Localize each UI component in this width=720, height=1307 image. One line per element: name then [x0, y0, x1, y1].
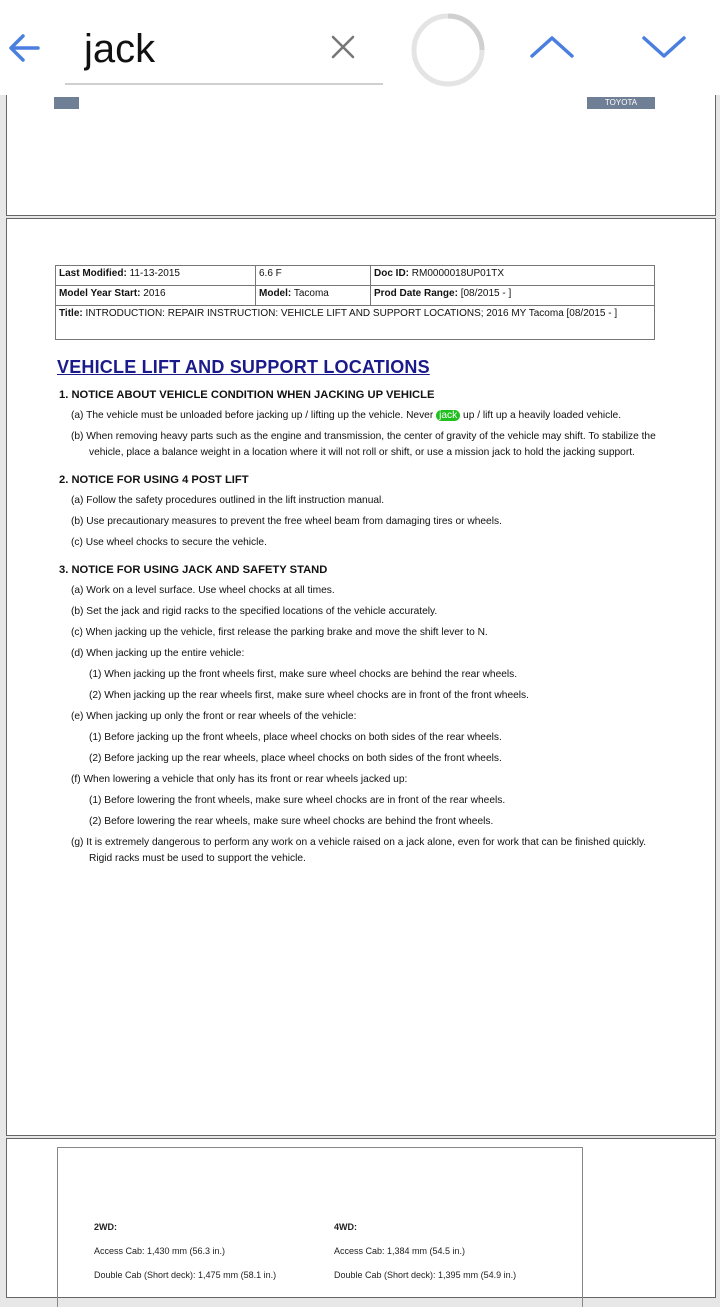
figure-col2-title: 4WD:	[334, 1222, 357, 1232]
version-cell: 6.6 F	[256, 266, 371, 286]
back-arrow-icon[interactable]	[4, 28, 44, 68]
document-page-next	[6, 1138, 716, 1298]
search-underline	[65, 83, 383, 85]
list-item: (d) When jacking up the entire vehicle:	[71, 648, 245, 659]
loading-spinner-icon	[410, 12, 486, 88]
sub-list-item: (1) Before jacking up the front wheels, place wheel chocks on both sides of the rear wheels.	[89, 732, 502, 743]
sub-list-item: (1) Before lowering the front wheels, make sure wheel chocks are in front of the rear wheels.	[89, 795, 506, 806]
figure-col2-row2: Double Cab (Short deck): 1,395 mm (54.9 in.)	[334, 1270, 517, 1280]
sub-list-item: (1) When jacking up the front wheels first, make sure wheel chocks are behind the rear wheels.	[89, 669, 518, 680]
model-cell: Model: Tacoma	[256, 286, 371, 306]
title-cell: Title: INTRODUCTION: REPAIR INSTRUCTION: VEHICLE LIFT AND SUPPORT LOCATIONS; 2016 MY Tacoma [08/2015 - ]	[56, 306, 655, 340]
section-3-title: 3. NOTICE FOR USING JACK AND SAFETY STAND	[59, 564, 328, 576]
document-heading: VEHICLE LIFT AND SUPPORT LOCATIONS	[57, 357, 430, 377]
list-item: (a) Follow the safety procedures outlined in the lift instruction manual.	[71, 495, 385, 506]
prod-date-cell: Prod Date Range: [08/2015 - ]	[371, 286, 655, 306]
section-1-title: 1. NOTICE ABOUT VEHICLE CONDITION WHEN JACKING UP VEHICLE	[59, 389, 435, 401]
list-item: (a) Work on a level surface. Use wheel chocks at all times.	[71, 585, 335, 596]
last-modified-cell: Last Modified: 11-13-2015	[56, 266, 256, 286]
list-item: (g) It is extremely dangerous to perform any work on a vehicle raised on a jack alone, even for work that can be finished quickly. Rigid racks must be used to support the vehicle.	[71, 837, 647, 864]
figure-col1-row2: Double Cab (Short deck): 1,475 mm (58.1 in.)	[94, 1270, 277, 1280]
figure-col1-row1: Access Cab: 1,430 mm (56.3 in.)	[94, 1246, 226, 1256]
find-in-page-bar	[0, 0, 720, 95]
list-item: (e) When jacking up only the front or rear wheels of the vehicle:	[71, 711, 357, 722]
section-2-title: 2. NOTICE FOR USING 4 POST LIFT	[59, 474, 249, 486]
toyota-logo: TOYOTA	[587, 97, 655, 109]
document-meta-table	[55, 265, 655, 340]
list-item: (f) When lowering a vehicle that only has its front or rear wheels jacked up:	[71, 774, 408, 785]
doc-id-cell: Doc ID: RM0000018UP01TX	[371, 266, 655, 286]
list-item: (c) Use wheel chocks to secure the vehicle.	[71, 537, 267, 548]
list-item: (b) When removing heavy parts such as the engine and transmission, the center of gravity of the vehicle may shift. To stabilize the vehicle, place a balance weight in a location where it will not roll or shift, or use a mission jack to hold the jacking support.	[71, 431, 656, 458]
document-page-current	[6, 218, 716, 1136]
next-match-chevron-down-icon[interactable]	[640, 30, 688, 64]
list-item: (c) When jacking up the vehicle, first release the parking brake and move the shift lever to N.	[71, 627, 488, 638]
model-year-cell: Model Year Start: 2016	[56, 286, 256, 306]
document-page-previous	[6, 95, 716, 216]
previous-match-chevron-up-icon[interactable]	[528, 30, 576, 64]
list-item: (b) Use precautionary measures to prevent the free wheel beam from damaging tires or wheels.	[71, 516, 502, 527]
sub-list-item: (2) When jacking up the rear wheels first, make sure wheel chocks are in front of the front wheels.	[89, 690, 529, 701]
figure-box	[57, 1147, 583, 1307]
search-match-highlight[interactable]: jack	[436, 410, 460, 421]
figure-col2-row1: Access Cab: 1,384 mm (54.5 in.)	[334, 1246, 466, 1256]
list-item: (b) Set the jack and rigid racks to the specified locations of the vehicle accurately.	[71, 606, 438, 617]
search-input[interactable]	[84, 22, 324, 76]
clear-icon[interactable]	[328, 32, 358, 62]
sub-list-item: (2) Before jacking up the rear wheels, place wheel chocks on both sides of the front wheels.	[89, 753, 502, 764]
toyota-emblem-logo	[54, 97, 79, 109]
sub-list-item: (2) Before lowering the rear wheels, make sure wheel chocks are behind the front wheels.	[89, 816, 494, 827]
list-item: (a) The vehicle must be unloaded before jacking up / lifting up the vehicle. Never jack up / lift up a heavily loaded vehicle.	[71, 410, 622, 421]
figure-col1-title: 2WD:	[94, 1222, 117, 1232]
document-body	[59, 387, 659, 872]
